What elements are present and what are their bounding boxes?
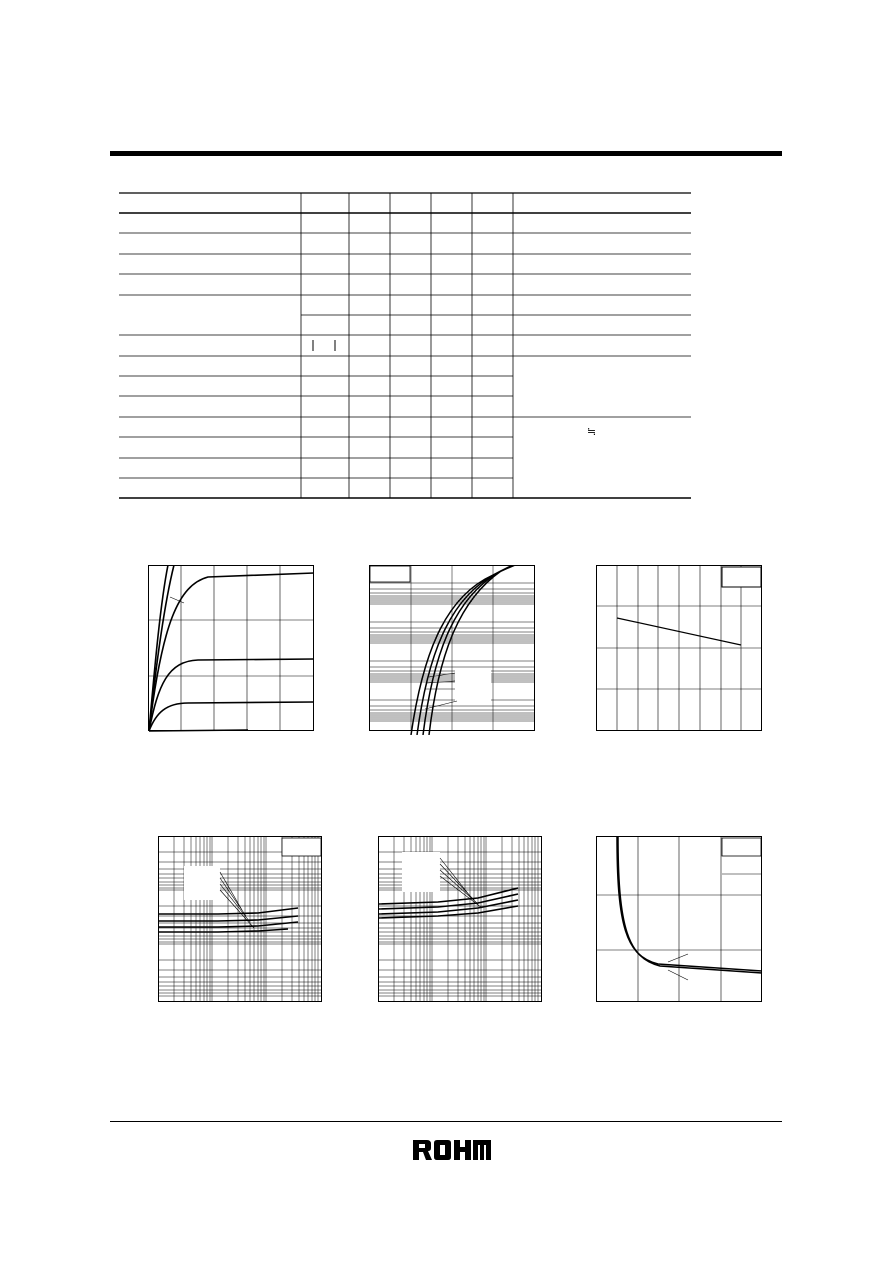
label-box bbox=[455, 669, 491, 705]
legend-box bbox=[722, 838, 761, 856]
curve-4 bbox=[149, 659, 314, 731]
legend-box bbox=[282, 838, 321, 856]
graph-1 bbox=[148, 565, 316, 735]
curves bbox=[149, 565, 314, 731]
grid bbox=[158, 836, 322, 1002]
curve-2 bbox=[618, 836, 762, 973]
curve-3 bbox=[149, 573, 314, 731]
rohm-logo bbox=[413, 1140, 491, 1160]
grid bbox=[369, 565, 535, 731]
legend-box bbox=[370, 566, 410, 582]
curve-5 bbox=[149, 702, 314, 731]
grid bbox=[596, 565, 762, 731]
footer-rule bbox=[110, 1121, 782, 1122]
curves bbox=[617, 836, 762, 973]
graph-5 bbox=[378, 836, 544, 1006]
graph-3 bbox=[596, 565, 766, 735]
legend-box bbox=[722, 567, 761, 587]
curve-6 bbox=[149, 730, 248, 731]
electrical-characteristics-table bbox=[0, 0, 892, 520]
approx-equal-symbol: ≒ bbox=[587, 425, 597, 438]
graph-2 bbox=[369, 565, 537, 735]
grid bbox=[148, 565, 314, 731]
graph-4 bbox=[158, 836, 324, 1006]
graph-6 bbox=[596, 836, 766, 1006]
curves bbox=[411, 565, 515, 735]
label-box bbox=[402, 852, 440, 892]
grid bbox=[596, 836, 762, 1002]
label-box bbox=[184, 866, 220, 900]
curve-4 bbox=[158, 929, 288, 932]
